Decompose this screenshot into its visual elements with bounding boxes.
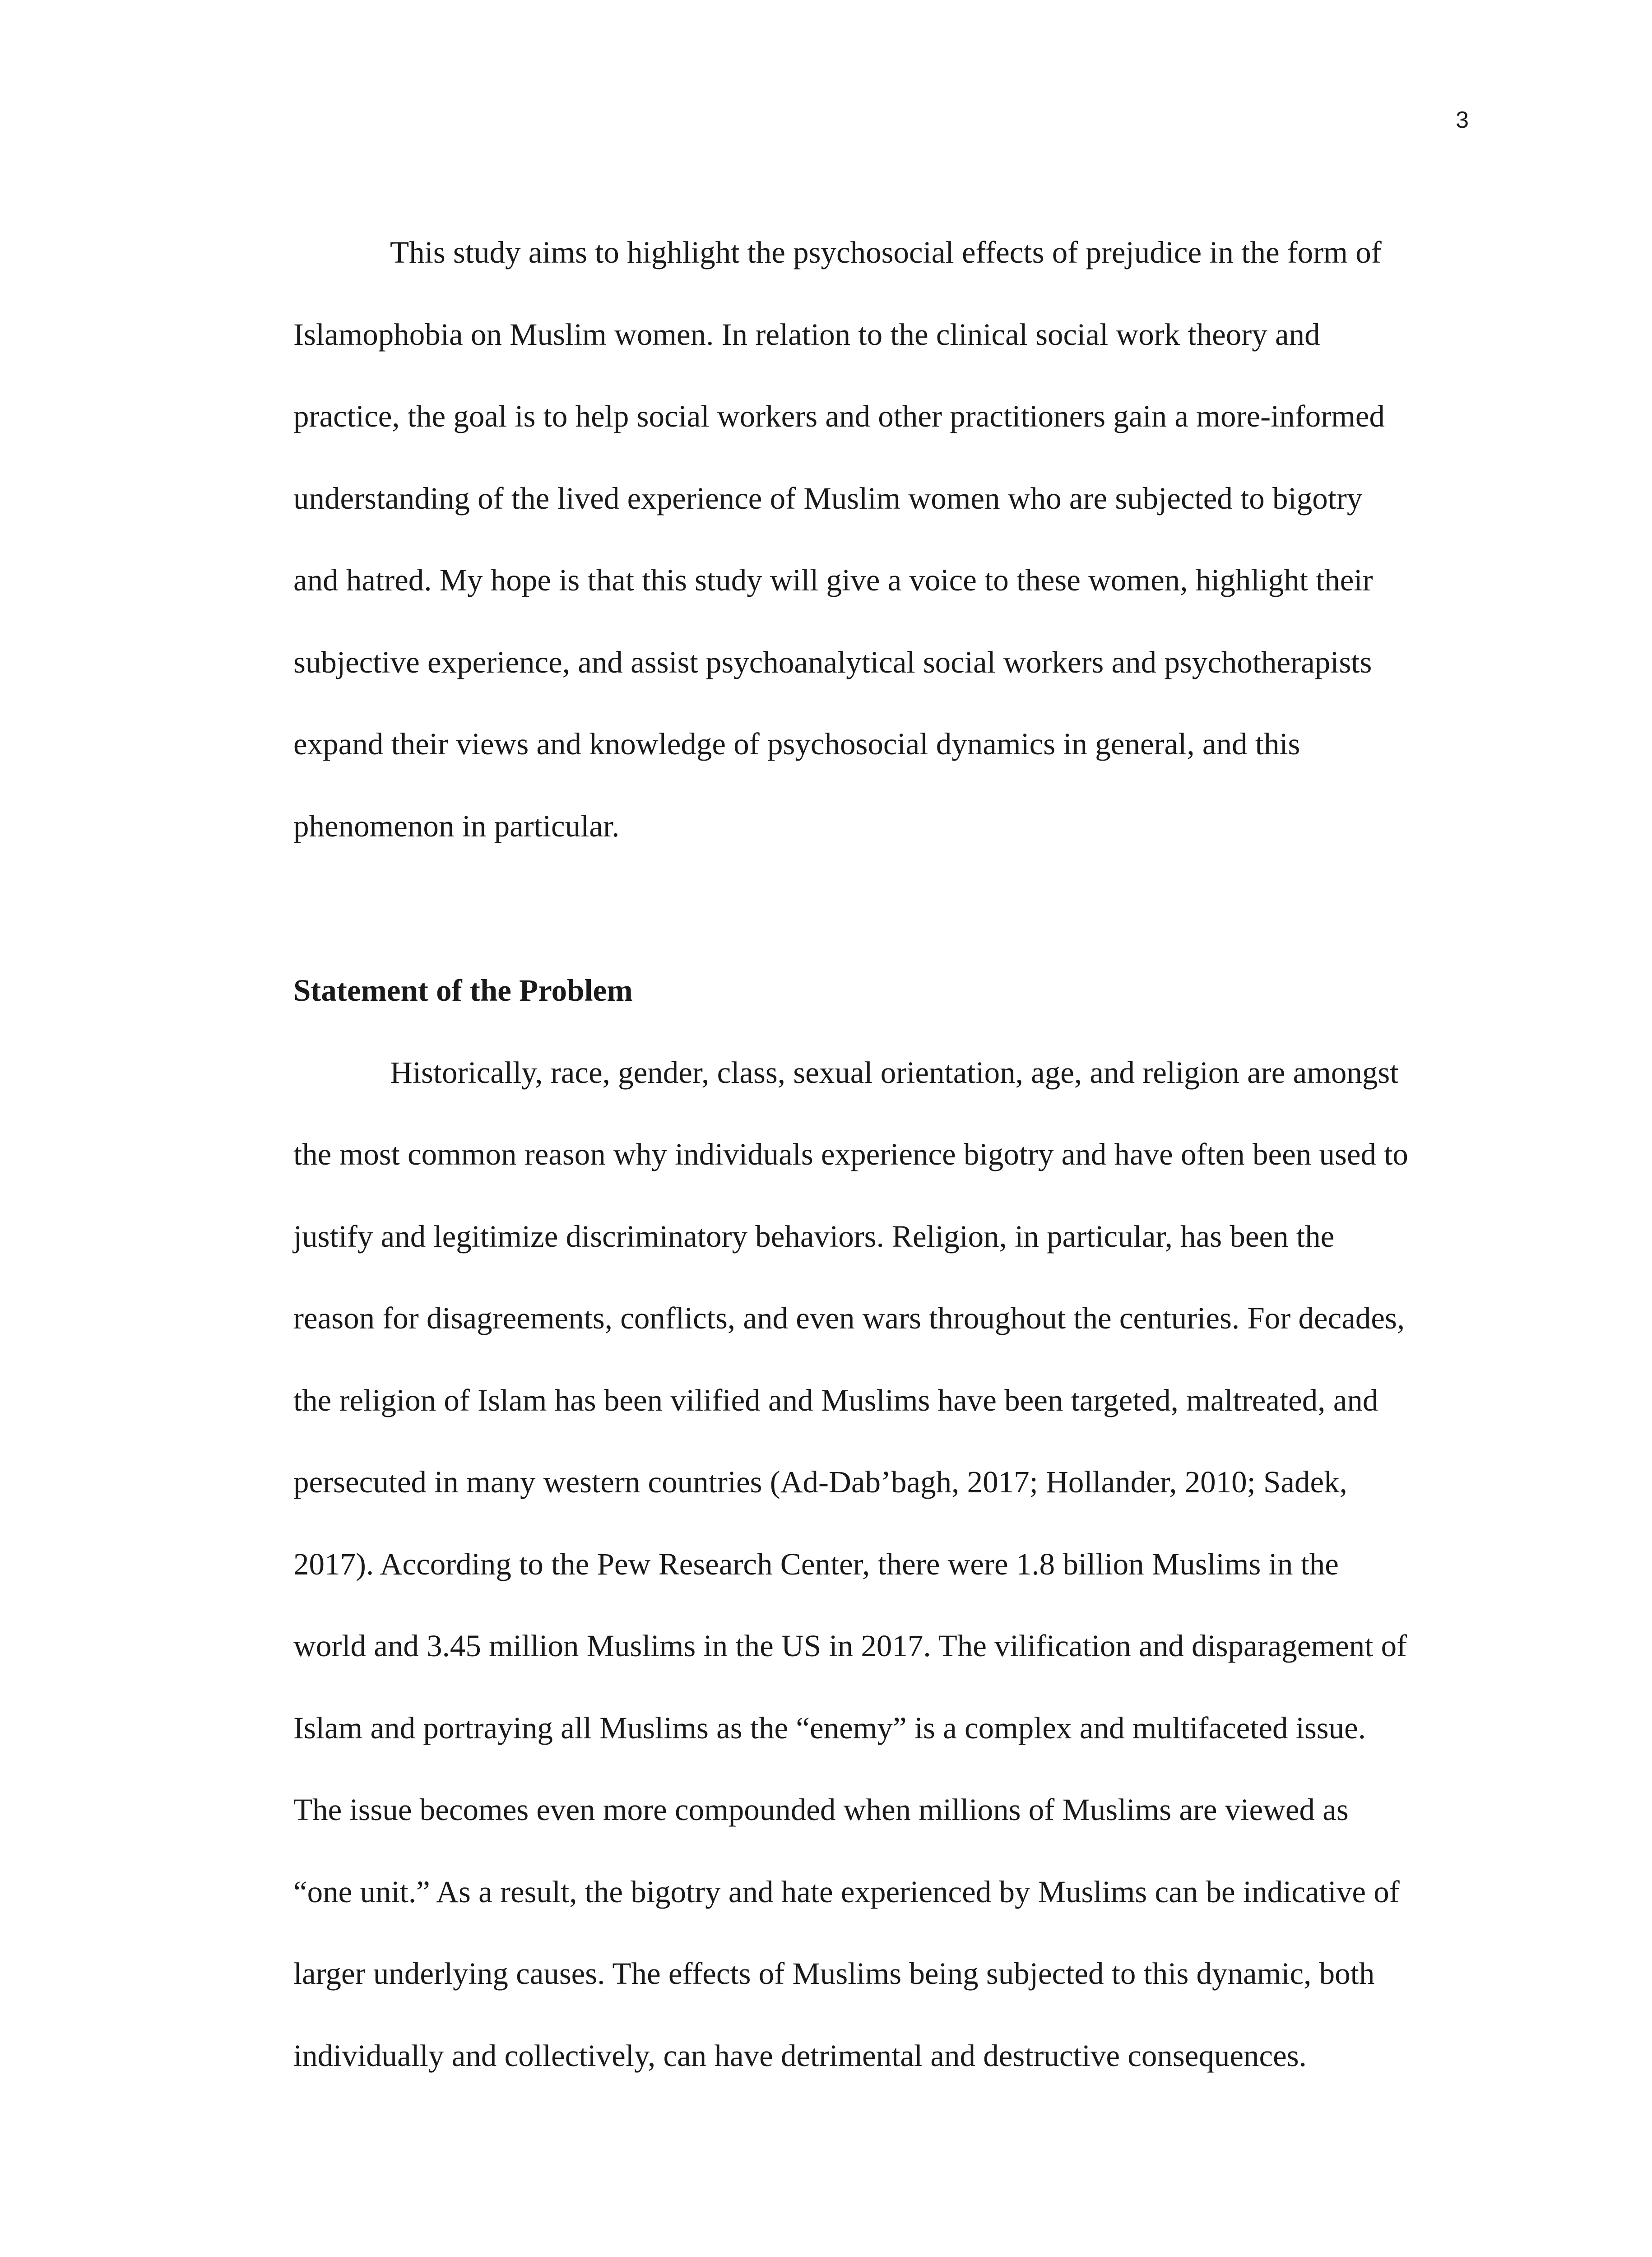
paragraph-line: world and 3.45 million Muslims in the US in 2017. The vilification and disparagement of [293,1629,1407,1663]
paragraph-line: and hatred. My hope is that this study will give a voice to these women, highlight their [293,563,1373,597]
intro-paragraph [293,212,1467,867]
page-number: 3 [1456,107,1469,133]
paragraph-line: individually and collectively, can have detrimental and destructive consequences. [293,2038,1307,2073]
problem-paragraph [293,1032,1467,2097]
paragraph-line: “one unit.” As a result, the bigotry and hate experienced by Muslims can be indicative of [293,1874,1400,1909]
paragraph-line: The issue becomes even more compounded when millions of Muslims are viewed as [293,1793,1349,1827]
paragraph-line: understanding of the lived experience of Muslim women who are subjected to bigotry [293,481,1363,515]
paragraph-line: expand their views and knowledge of psychosocial dynamics in general, and this [293,727,1300,761]
paragraph-line: Islam and portraying all Muslims as the “enemy” is a complex and multifaceted issue. [293,1710,1366,1745]
paragraph-line: the religion of Islam has been vilified and Muslims have been targeted, maltreated, and [293,1383,1378,1417]
paragraph-line: persecuted in many western countries (Ad-Dab’bagh, 2017; Hollander, 2010; Sadek, [293,1465,1347,1499]
paragraph-line: Islamophobia on Muslim women. In relation to the clinical social work theory and [293,317,1320,352]
paragraph-line: subjective experience, and assist psychoanalytical social workers and psychotherapists [293,645,1372,679]
paragraph-line: justify and legitimize discriminatory behaviors. Religion, in particular, has been the [293,1219,1335,1254]
document-body [293,212,1467,2097]
paragraph-line: phenomenon in particular. [293,808,620,843]
paragraph-line: This study aims to highlight the psychosocial effects of prejudice in the form of [390,235,1382,269]
paragraph-line: Historically, race, gender, class, sexual orientation, age, and religion are amongst [390,1055,1399,1090]
paragraph-line: the most common reason why individuals experience bigotry and have often been used to [293,1137,1408,1171]
paragraph-line: reason for disagreements, conflicts, and even wars throughout the centuries. For decades, [293,1301,1405,1335]
paragraph-line: 2017). According to the Pew Research Center, there were 1.8 billion Muslims in the [293,1546,1339,1581]
section-heading: Statement of the Problem [293,973,633,1008]
section-gap [293,867,1467,950]
paragraph-line: practice, the goal is to help social workers and other practitioners gain a more-informed [293,399,1385,433]
paragraph-line: larger underlying causes. The effects of Muslims being subjected to this dynamic, both [293,1956,1375,1991]
